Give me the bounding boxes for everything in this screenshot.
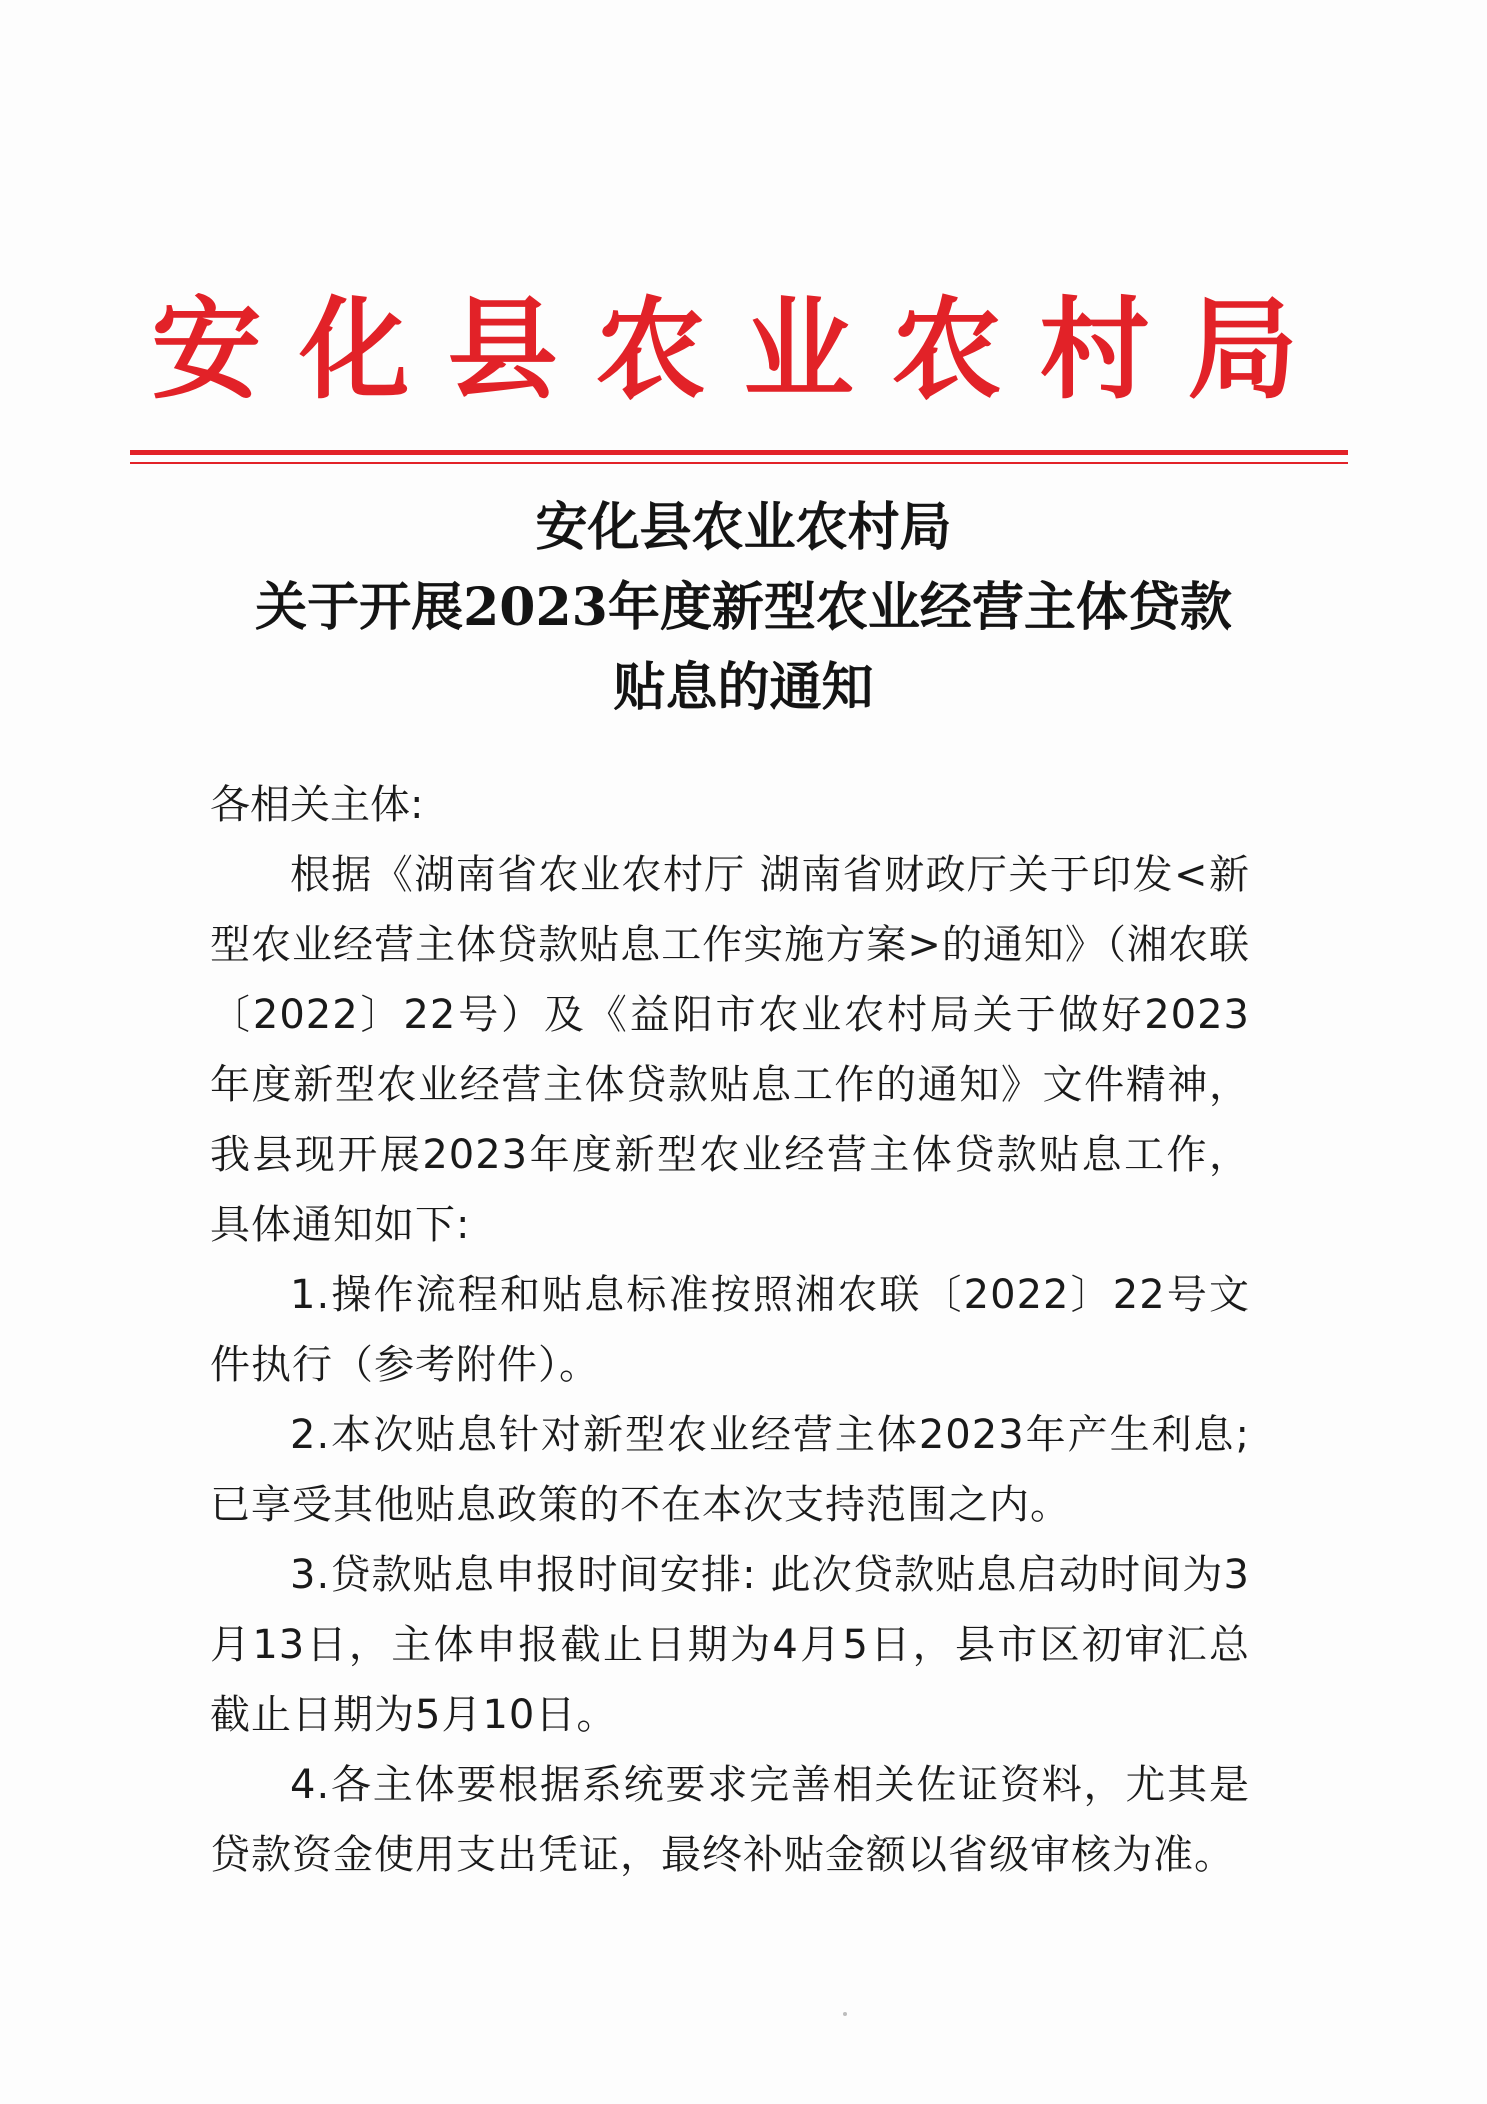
item-4-paragraph: 4.各主体要根据系统要求完善相关佐证资料，尤其是贷款资金使用支出凭证，最终补贴金额以省级审核为准。 [210,1762,1250,1878]
item-1-paragraph: 1.操作流程和贴息标准按照湘农联〔2022〕22号文件执行（参考附件）。 [210,1272,1250,1388]
document-title [150,488,1337,728]
masthead-red-rule-thin [130,462,1348,464]
masthead-org-name: 安化县农业农村局 [151,285,1336,414]
document-body [210,770,1250,1890]
masthead-red-rule [130,450,1348,455]
title-line-2: 关于开展2023年度新型农业经营主体贷款 [255,577,1232,638]
intro-paragraph: 根据《湖南省农业农村厅 湖南省财政厅关于印发<新型农业经营主体贷款贴息工作实施方案>的通知》（湘农联〔2022〕22号）及《益阳市农业农村局关于做好2023年度新型农业经营主体贷款贴息工作的通知》文件精神，我县现开展2023年度新型农业经营主体贷款贴息工作，具体通知如下: [210,852,1250,1248]
title-line-3: 贴息的通知 [613,657,874,718]
scan-speck [843,2012,847,2016]
item-3-paragraph: 3.贷款贴息申报时间安排: 此次贷款贴息启动时间为3月13日，主体申报截止日期为4月5日，县市区初审汇总截止日期为5月10日。 [210,1552,1250,1738]
title-line-1: 安化县农业农村局 [535,497,952,558]
item-2-paragraph: 2.本次贴息针对新型农业经营主体2023年产生利息;已享受其他贴息政策的不在本次支持范围之内。 [210,1412,1250,1528]
salutation: 各相关主体: [210,782,424,828]
